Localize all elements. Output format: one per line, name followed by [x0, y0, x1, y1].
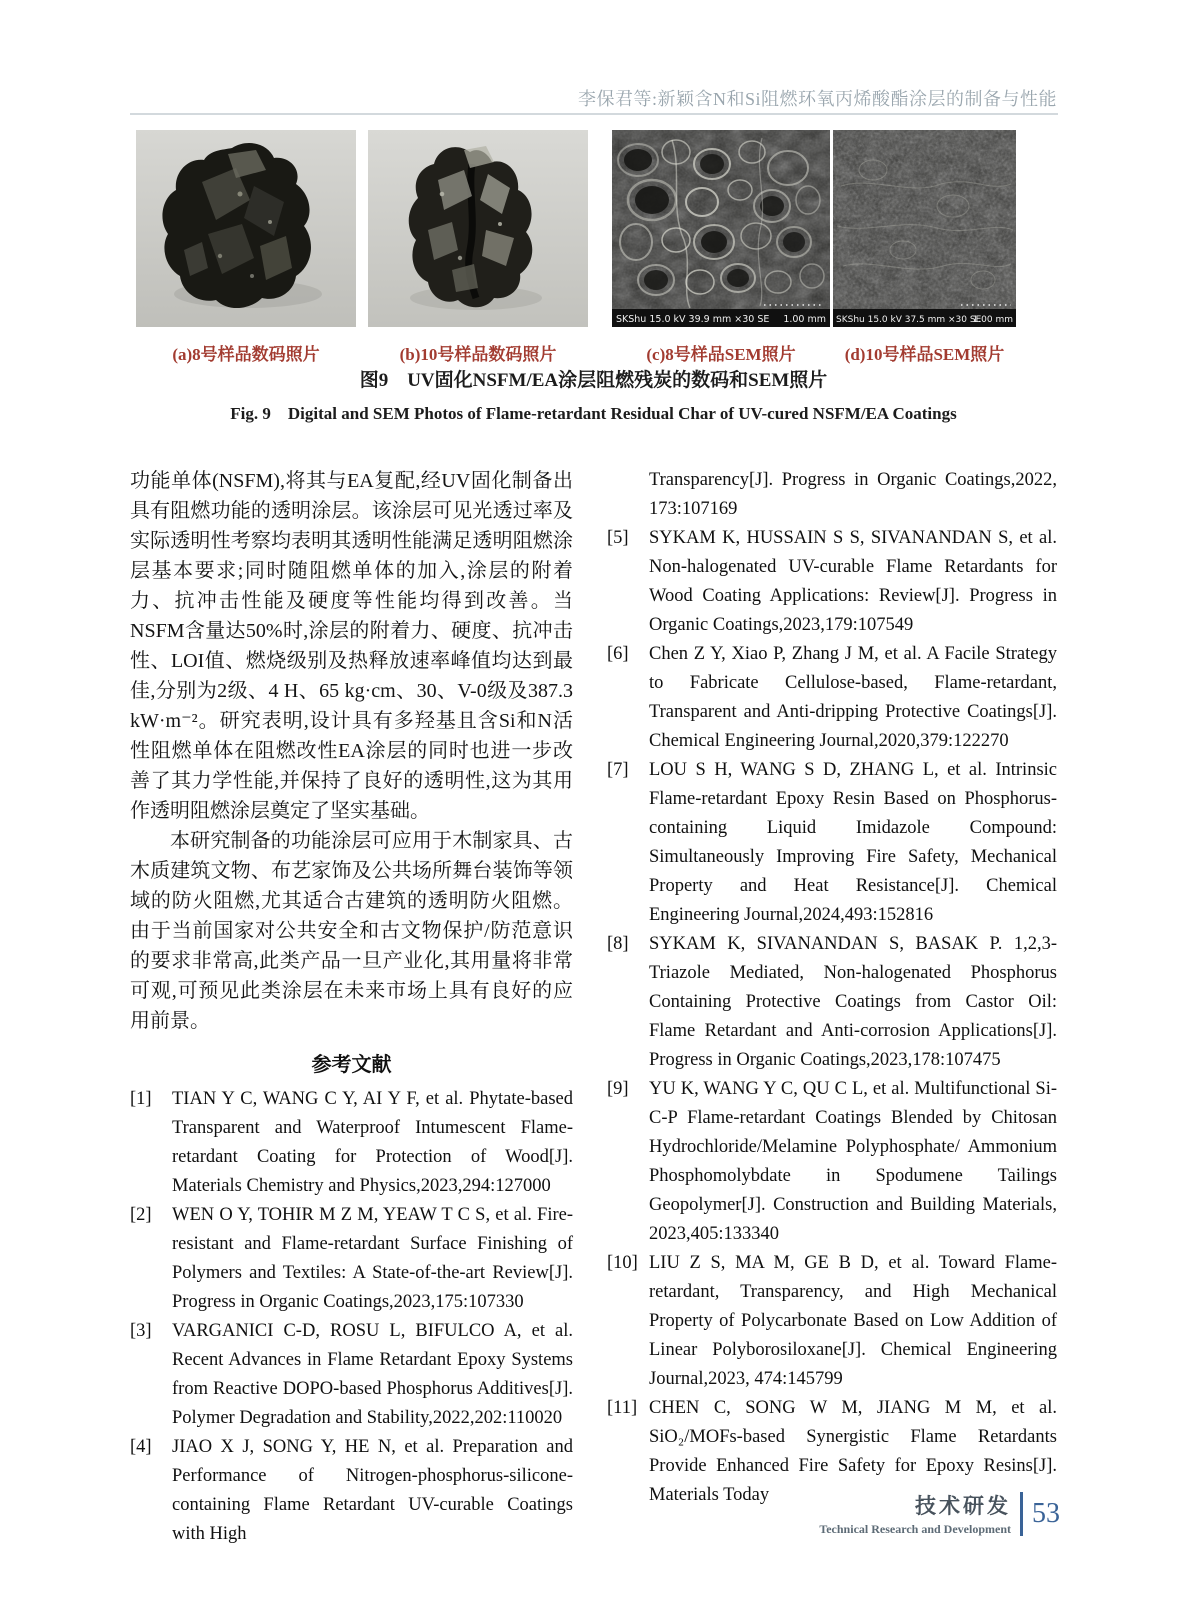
reference-item	[130, 1201, 573, 1317]
reference-item	[130, 1085, 573, 1201]
photo-a-caption: (a)8号样品数码照片	[172, 345, 320, 364]
footer-section-zh: 技术研发	[915, 1495, 1011, 1518]
reference-item	[607, 524, 1057, 640]
figure-caption-block	[130, 365, 1057, 424]
reference-text: YU K, WANG Y C, QU C L, et al. Multifunctional Si-C-P Flame-retardant Coatings Blended by Chitosan Hydrochloride/Melamine Polyphosphate/ Ammonium Phosphomolybdate in Spodumene Tailings Geopolymer[J]. Construction and Building Materials, 2023,405:133340	[649, 1079, 1057, 1244]
reference-text: LIU Z S, MA M, GE B D, et al. Toward Flame-retardant, Transparency, and High Mechanical Property of Polycarbonate Based on Low Addition of Linear Polyborosiloxane[J]. Chemical Engineering Journal,2023, 474:145799	[649, 1253, 1057, 1389]
body-columns	[130, 466, 1057, 1549]
photo-c-image	[612, 130, 830, 327]
reference-item	[607, 930, 1057, 1075]
sem-d-scale-text: 1.00 mm	[972, 315, 1013, 325]
reference-label: [3]	[130, 1321, 152, 1341]
sem-photo-d	[833, 130, 1016, 327]
running-head-title: 李保君等:新颖含N和Si阻燃环氧丙烯酸酯涂层的制备与性能	[577, 89, 1057, 109]
reference-text: Chen Z Y, Xiao P, Zhang J M, et al. A Facile Strategy to Fabricate Cellulose-based, Flame-retardant, Transparent and Anti-dripping Protective Coatings[J]. Chemical Engineering Journal,2020,379:122270	[649, 644, 1057, 751]
reference-list-left	[130, 1085, 573, 1549]
photo-a-sample8-digital	[136, 130, 356, 365]
reference-label: [6]	[607, 644, 629, 664]
reference-label: [2]	[130, 1205, 152, 1225]
sem-c-info-text: SKShu 15.0 kV 39.9 mm ×30 SE	[616, 314, 770, 325]
references-heading: 参考文献	[311, 1054, 392, 1076]
sem-c-scale-text: 1.00 mm	[783, 314, 826, 325]
reference-text: VARGANICI C-D, ROSU L, BIFULCO A, et al. Recent Advances in Flame Retardant Epoxy Systems from Reactive DOPO-based Phosphorus Additives[J]. Polymer Degradation and Stability,2022,202:110020	[172, 1321, 573, 1428]
figure-photo-row	[136, 130, 1016, 365]
page-number: 53	[1032, 1497, 1060, 1529]
reference-text: WEN O Y, TOHIR M Z M, YEAW T C S, et al. Fire-resistant and Flame-retardant Surface Finishing of Polymers and Textiles: A State-of-the-art Review[J]. Progress in Organic Coatings,2023,175:107330	[172, 1205, 573, 1312]
footer-section-block	[819, 1490, 1011, 1537]
reference-list-right	[607, 466, 1057, 1510]
left-column	[130, 466, 573, 1549]
right-column	[607, 466, 1057, 1549]
photo-a-image	[136, 130, 356, 327]
reference-label: [7]	[607, 760, 629, 780]
reference-label: [5]	[607, 528, 629, 548]
photo-d-image	[833, 130, 1016, 327]
photo-b-caption: (b)10号样品数码照片	[399, 345, 557, 364]
photo-c-sample8-sem	[612, 130, 830, 365]
reference-text: SYKAM K, HUSSAIN S S, SIVANANDAN S, et al. Non-halogenated UV-curable Flame Retardants for Wood Coating Applications: Review[J]. Progress in Organic Coatings,2023,179:107549	[649, 528, 1057, 635]
figure-title-en: Fig. 9 Digital and SEM Photos of Flame-retardant Residual Char of UV-cured NSFM/EA Coatings	[230, 404, 957, 423]
page-footer	[819, 1490, 1060, 1537]
char-residue-photo-b	[368, 130, 588, 327]
reference-label: [9]	[607, 1079, 629, 1099]
reference-text: CHEN C, SONG W M, JIANG M M, et al. SiO₂/MOFs-based Synergistic Flame Retardants Provide Enhanced Fire Safety for Epoxy Resins[J]. Materials Today	[649, 1398, 1057, 1505]
footer-divider-bar	[1020, 1492, 1023, 1536]
reference-text: TIAN Y C, WANG C Y, AI Y F, et al. Phytate-based Transparent and Waterproof Intumescent Flame-retardant Coating for Protection of Wood[J]. Materials Chemistry and Physics,2023,294:127000	[172, 1089, 573, 1196]
reference-item	[607, 756, 1057, 930]
sem-d-info-text: SKShu 15.0 kV 37.5 mm ×30 SE	[836, 315, 982, 325]
header-divider	[130, 113, 1058, 115]
reference-item	[130, 1433, 573, 1549]
photo-d-caption: (d)10号样品SEM照片	[844, 345, 1005, 364]
reference-label: [8]	[607, 934, 629, 954]
char-residue-photo-a	[136, 130, 356, 327]
footer-section-en: Technical Research and Development	[819, 1522, 1011, 1536]
body-paragraph-1: 功能单体(NSFM),将其与EA复配,经UV固化制备出具有阻燃功能的透明涂层。该涂层可见光透过率及实际透明性考察均表明其透明性能满足透明阻燃涂层基本要求;同时随阻燃单体的加入,涂层的附着力、抗冲击性能及硬度等性能均得到改善。当NSFM含量达50%时,涂层的附着力、硬度、抗冲击性、LOI值、燃烧级别及热释放速率峰值均达到最佳,分别为2级、4 H、65 kg·cm、30、V-0级及387.3 kW·m⁻²。研究表明,设计具有多羟基且含Si和N活性阻燃单体在阻燃改性EA涂层的同时也进一步改善了其力学性能,并保持了良好的透明性,这为其用作透明阻燃涂层奠定了坚实基础。	[130, 470, 573, 822]
reference-text: Transparency[J]. Progress in Organic Coatings,2022, 173:107169	[649, 470, 1057, 519]
photo-c-caption: (c)8号样品SEM照片	[646, 345, 796, 364]
body-paragraph-2: 本研究制备的功能涂层可应用于木制家具、古木质建筑文物、布艺家饰及公共场所舞台装饰等领域的防火阻燃,尤其适合古建筑的透明防火阻燃。由于当前国家对公共安全和古文物保护/防范意识的要求非常高,此类产品一旦产业化,其用量将非常可观,可预见此类涂层在未来市场上具有良好的应用前景。	[130, 830, 573, 1032]
reference-label: [1]	[130, 1089, 152, 1109]
reference-item	[607, 640, 1057, 756]
reference-label: [4]	[130, 1437, 152, 1457]
sem-photo-c	[612, 130, 830, 327]
reference-text: LOU S H, WANG S D, ZHANG L, et al. Intrinsic Flame-retardant Epoxy Resin Based on Phosphorus-containing Liquid Imidazole Compound: Simultaneously Improving Fire Safety, Mechanical Property and Heat Resistance[J]. Chemical Engineering Journal,2024,493:152816	[649, 760, 1057, 925]
reference-item	[130, 1317, 573, 1433]
photo-b-image	[368, 130, 588, 327]
reference-item	[607, 466, 1057, 524]
reference-label: [11]	[607, 1398, 638, 1418]
reference-text: JIAO X J, SONG Y, HE N, et al. Preparation and Performance of Nitrogen-phosphorus-silicone-containing Flame Retardant UV-curable Coatings with High	[172, 1437, 573, 1544]
photo-b-sample10-digital	[368, 130, 588, 365]
reference-text: SYKAM K, SIVANANDAN S, BASAK P. 1,2,3-Triazole Mediated, Non-halogenated Phosphorus Containing Protective Coatings from Castor Oil: Flame Retardant and Anti-corrosion Applications[J]. Progress in Organic Coatings,2023,178:107475	[649, 934, 1057, 1070]
figure-title-zh: 图9 UV固化NSFM/EA涂层阻燃残炭的数码和SEM照片	[359, 370, 828, 391]
reference-label: [10]	[607, 1253, 638, 1273]
figure-9-block	[136, 130, 1016, 365]
photo-d-sample10-sem	[833, 130, 1016, 365]
reference-item	[607, 1249, 1057, 1394]
reference-item	[607, 1075, 1057, 1249]
